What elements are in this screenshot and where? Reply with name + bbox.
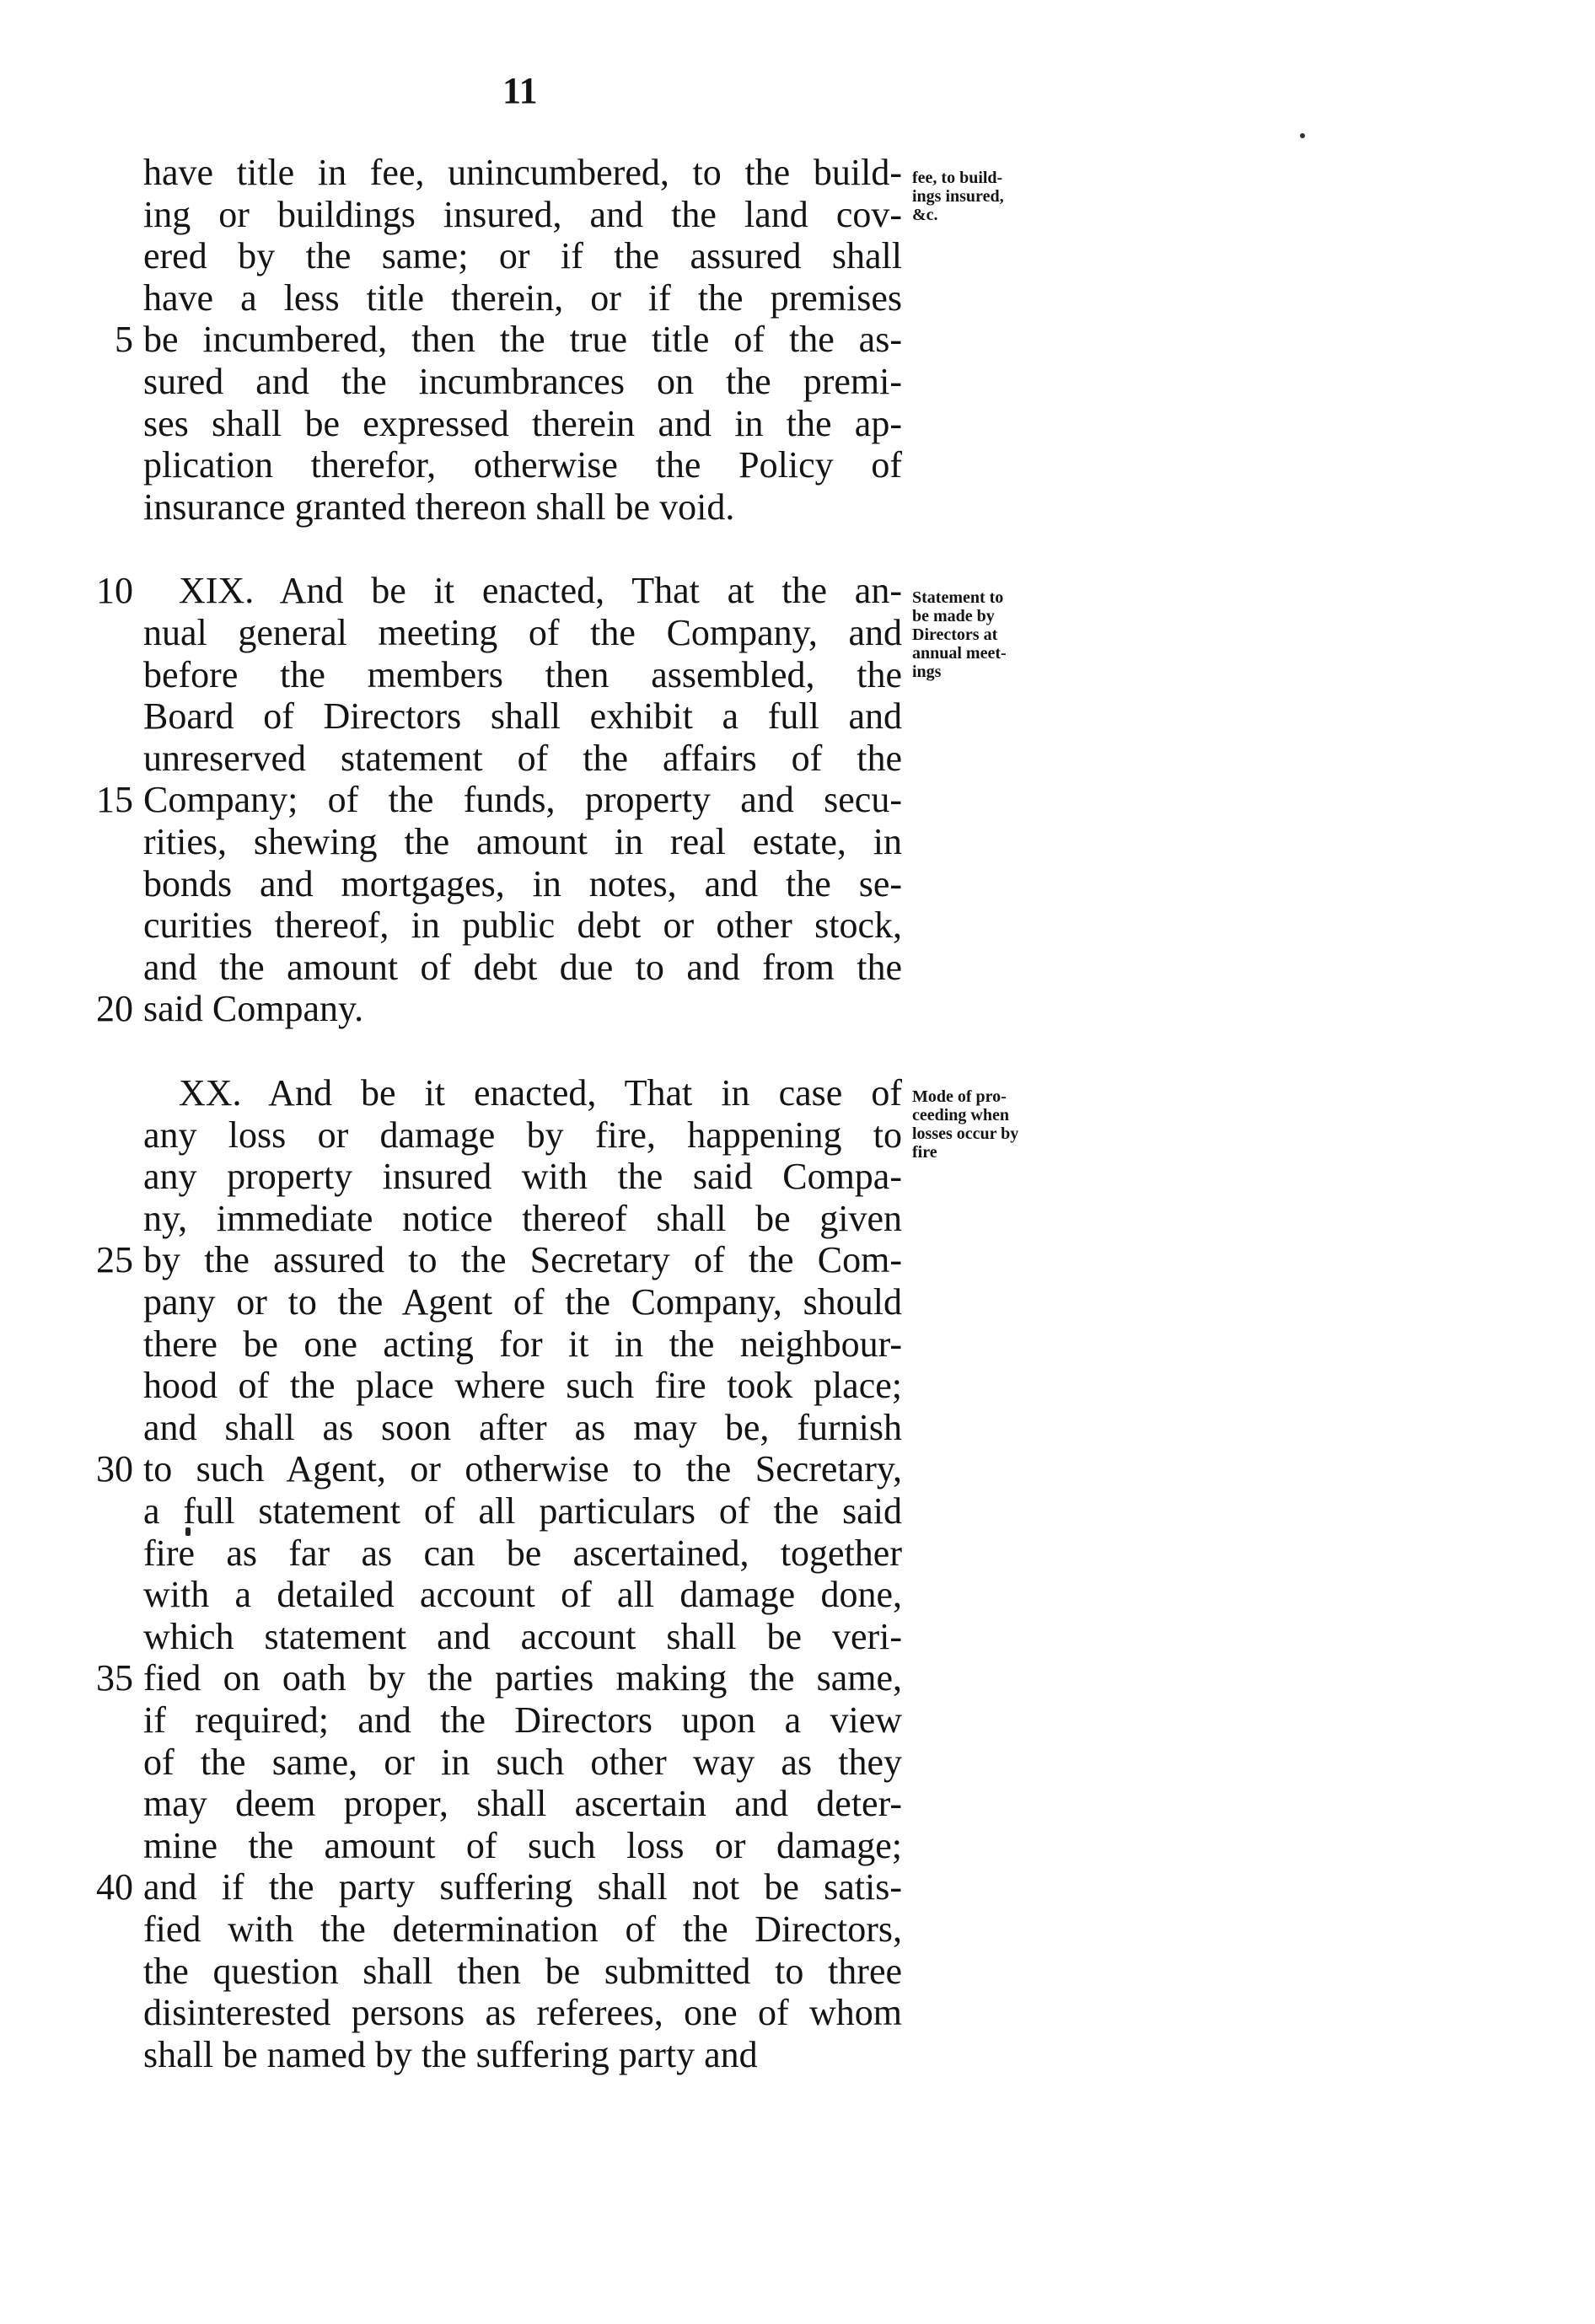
note-line: losses occur by <box>912 1124 1019 1143</box>
text-line <box>96 1448 902 1490</box>
line-number: 35 <box>96 1657 133 1699</box>
text-line <box>143 1407 902 1449</box>
line-text: to such Agent, or otherwise to the Secretary, <box>143 1448 902 1490</box>
text-line <box>96 779 902 821</box>
line-text: XIX. And be it enacted, That at the an- <box>179 570 902 612</box>
line-text: any loss or damage by fire, happening to <box>143 1114 902 1156</box>
text-line <box>96 1239 902 1281</box>
line-text: Company; of the funds, property and secu- <box>143 779 902 821</box>
text-line <box>143 1156 902 1198</box>
line-text: ered by the same; or if the assured shall <box>143 235 902 277</box>
line-text: Board of Directors shall exhibit a full and <box>143 695 902 738</box>
line-number: 5 <box>115 319 133 361</box>
line-text: disinterested persons as referees, one of whom <box>143 1992 902 2034</box>
line-text: may deem proper, shall ascertain and deter- <box>143 1783 902 1825</box>
line-text: pany or to the Agent of the Company, should <box>143 1281 902 1323</box>
text-line <box>143 612 902 654</box>
text-line <box>143 1574 902 1616</box>
text-line <box>143 1825 902 1867</box>
text-line <box>143 1365 902 1407</box>
line-text: have a less title therein, or if the premises <box>143 276 902 319</box>
text-line <box>143 1198 902 1240</box>
line-text: ing or buildings insured, and the land cov- <box>143 193 902 235</box>
text-line <box>143 486 902 529</box>
line-text: fied with the determination of the Directors, <box>143 1908 902 1950</box>
text-line <box>143 444 902 486</box>
text-line <box>143 1490 902 1532</box>
margin-note-statement <box>912 588 1081 681</box>
line-number: 30 <box>96 1448 133 1490</box>
line-text: the question shall then be submitted to three <box>143 1950 902 1992</box>
line-text: if required; and the Directors upon a view <box>143 1699 902 1741</box>
note-line: Directors at <box>912 625 998 644</box>
line-text: and if the party suffering shall not be satis- <box>143 1866 902 1908</box>
text-line <box>143 1114 902 1157</box>
line-text: hood of the place where such fire took place; <box>143 1365 902 1407</box>
text-line <box>143 1532 902 1575</box>
text-line <box>143 1951 902 1993</box>
note-line: ings <box>912 663 942 681</box>
text-line <box>143 235 902 277</box>
line-text: with a detailed account of all damage done, <box>143 1574 902 1616</box>
text-line <box>143 821 902 863</box>
page-number: 11 <box>502 70 538 111</box>
text-line <box>143 1992 902 2034</box>
line-number: 25 <box>96 1239 133 1281</box>
note-line: ceeding when <box>912 1106 1009 1124</box>
line-text: ny, immediate notice thereof shall be given <box>143 1197 902 1239</box>
line-text: rities, shewing the amount in real estate, in <box>143 821 902 862</box>
line-number: 40 <box>96 1866 133 1908</box>
note-line: be made by <box>912 607 995 625</box>
text-line <box>115 319 902 361</box>
note-line: &c. <box>912 206 938 224</box>
line-text: have title in fee, unincumbered, to the build- <box>143 152 902 193</box>
line-text: there be one acting for it in the neighbour- <box>143 1323 902 1365</box>
text-line <box>143 1072 902 1114</box>
text-line <box>143 695 902 738</box>
note-line: Mode of pro- <box>912 1087 1007 1106</box>
line-text: bonds and mortgages, in notes, and the se- <box>143 862 902 904</box>
line-text: ses shall be expressed therein and in the ap- <box>143 402 902 444</box>
text-line <box>143 1616 902 1658</box>
text-line <box>96 570 902 612</box>
line-text: shall be named by the suffering party and <box>143 2033 758 2075</box>
note-line: annual meet- <box>912 644 1007 663</box>
line-text: a full statement of all particulars of the said <box>143 1490 902 1532</box>
line-text: nual general meeting of the Company, and <box>143 612 902 653</box>
line-text: and the amount of debt due to and from the <box>143 946 902 988</box>
text-line <box>96 1866 902 1908</box>
line-text: XX. And be it enacted, That in case of <box>179 1072 902 1114</box>
text-line <box>143 1742 902 1784</box>
text-line <box>143 1908 902 1951</box>
line-text: of the same, or in such other way as they <box>143 1741 902 1783</box>
margin-note-fee <box>912 169 1081 224</box>
text-line <box>96 988 902 1030</box>
text-line <box>143 738 902 780</box>
stray-dot-mark <box>1300 133 1305 138</box>
line-number: 15 <box>96 779 133 821</box>
line-text: insurance granted thereon shall be void. <box>143 486 735 528</box>
line-text: which statement and account shall be veri- <box>143 1615 902 1657</box>
line-text: and shall as soon after as may be, furnish <box>143 1406 902 1448</box>
text-line <box>143 1783 902 1825</box>
text-line <box>143 947 902 989</box>
line-text: any property insured with the said Compa- <box>143 1156 902 1198</box>
line-text: fied on oath by the parties making the same, <box>143 1657 902 1699</box>
text-line <box>143 1323 902 1366</box>
note-line: Statement to <box>912 588 1004 607</box>
line-text: before the members then assembled, the <box>143 653 902 695</box>
line-text: unreserved statement of the affairs of the <box>143 737 902 779</box>
line-text: by the assured to the Secretary of the Com- <box>143 1239 902 1281</box>
text-line <box>96 1657 902 1699</box>
line-text: sured and the incumbrances on the premi- <box>143 361 902 402</box>
line-text: said Company. <box>143 988 364 1030</box>
note-line: ings insured, <box>912 187 1004 206</box>
text-line <box>143 194 902 236</box>
line-number: 20 <box>96 988 133 1030</box>
text-line <box>143 403 902 445</box>
text-line <box>143 152 902 194</box>
text-line <box>143 904 902 947</box>
margin-note-mode <box>912 1087 1081 1162</box>
line-number: 10 <box>96 570 133 612</box>
line-text: curities thereof, in public debt or other stock, <box>143 904 902 947</box>
text-line <box>143 863 902 905</box>
line-text: mine the amount of such loss or damage; <box>143 1824 902 1866</box>
note-line: fire <box>912 1143 937 1162</box>
line-text: plication therefor, otherwise the Policy of <box>143 444 902 486</box>
text-line <box>143 1699 902 1742</box>
text-line <box>143 361 902 403</box>
line-text: fire as far as can be ascertained, together <box>143 1532 902 1574</box>
text-line <box>143 277 902 319</box>
line-text: be incumbered, then the true title of the as- <box>143 319 902 361</box>
text-line <box>143 2034 902 2076</box>
note-line: fee, to build- <box>912 169 1003 187</box>
text-line <box>143 654 902 696</box>
text-line <box>143 1281 902 1323</box>
